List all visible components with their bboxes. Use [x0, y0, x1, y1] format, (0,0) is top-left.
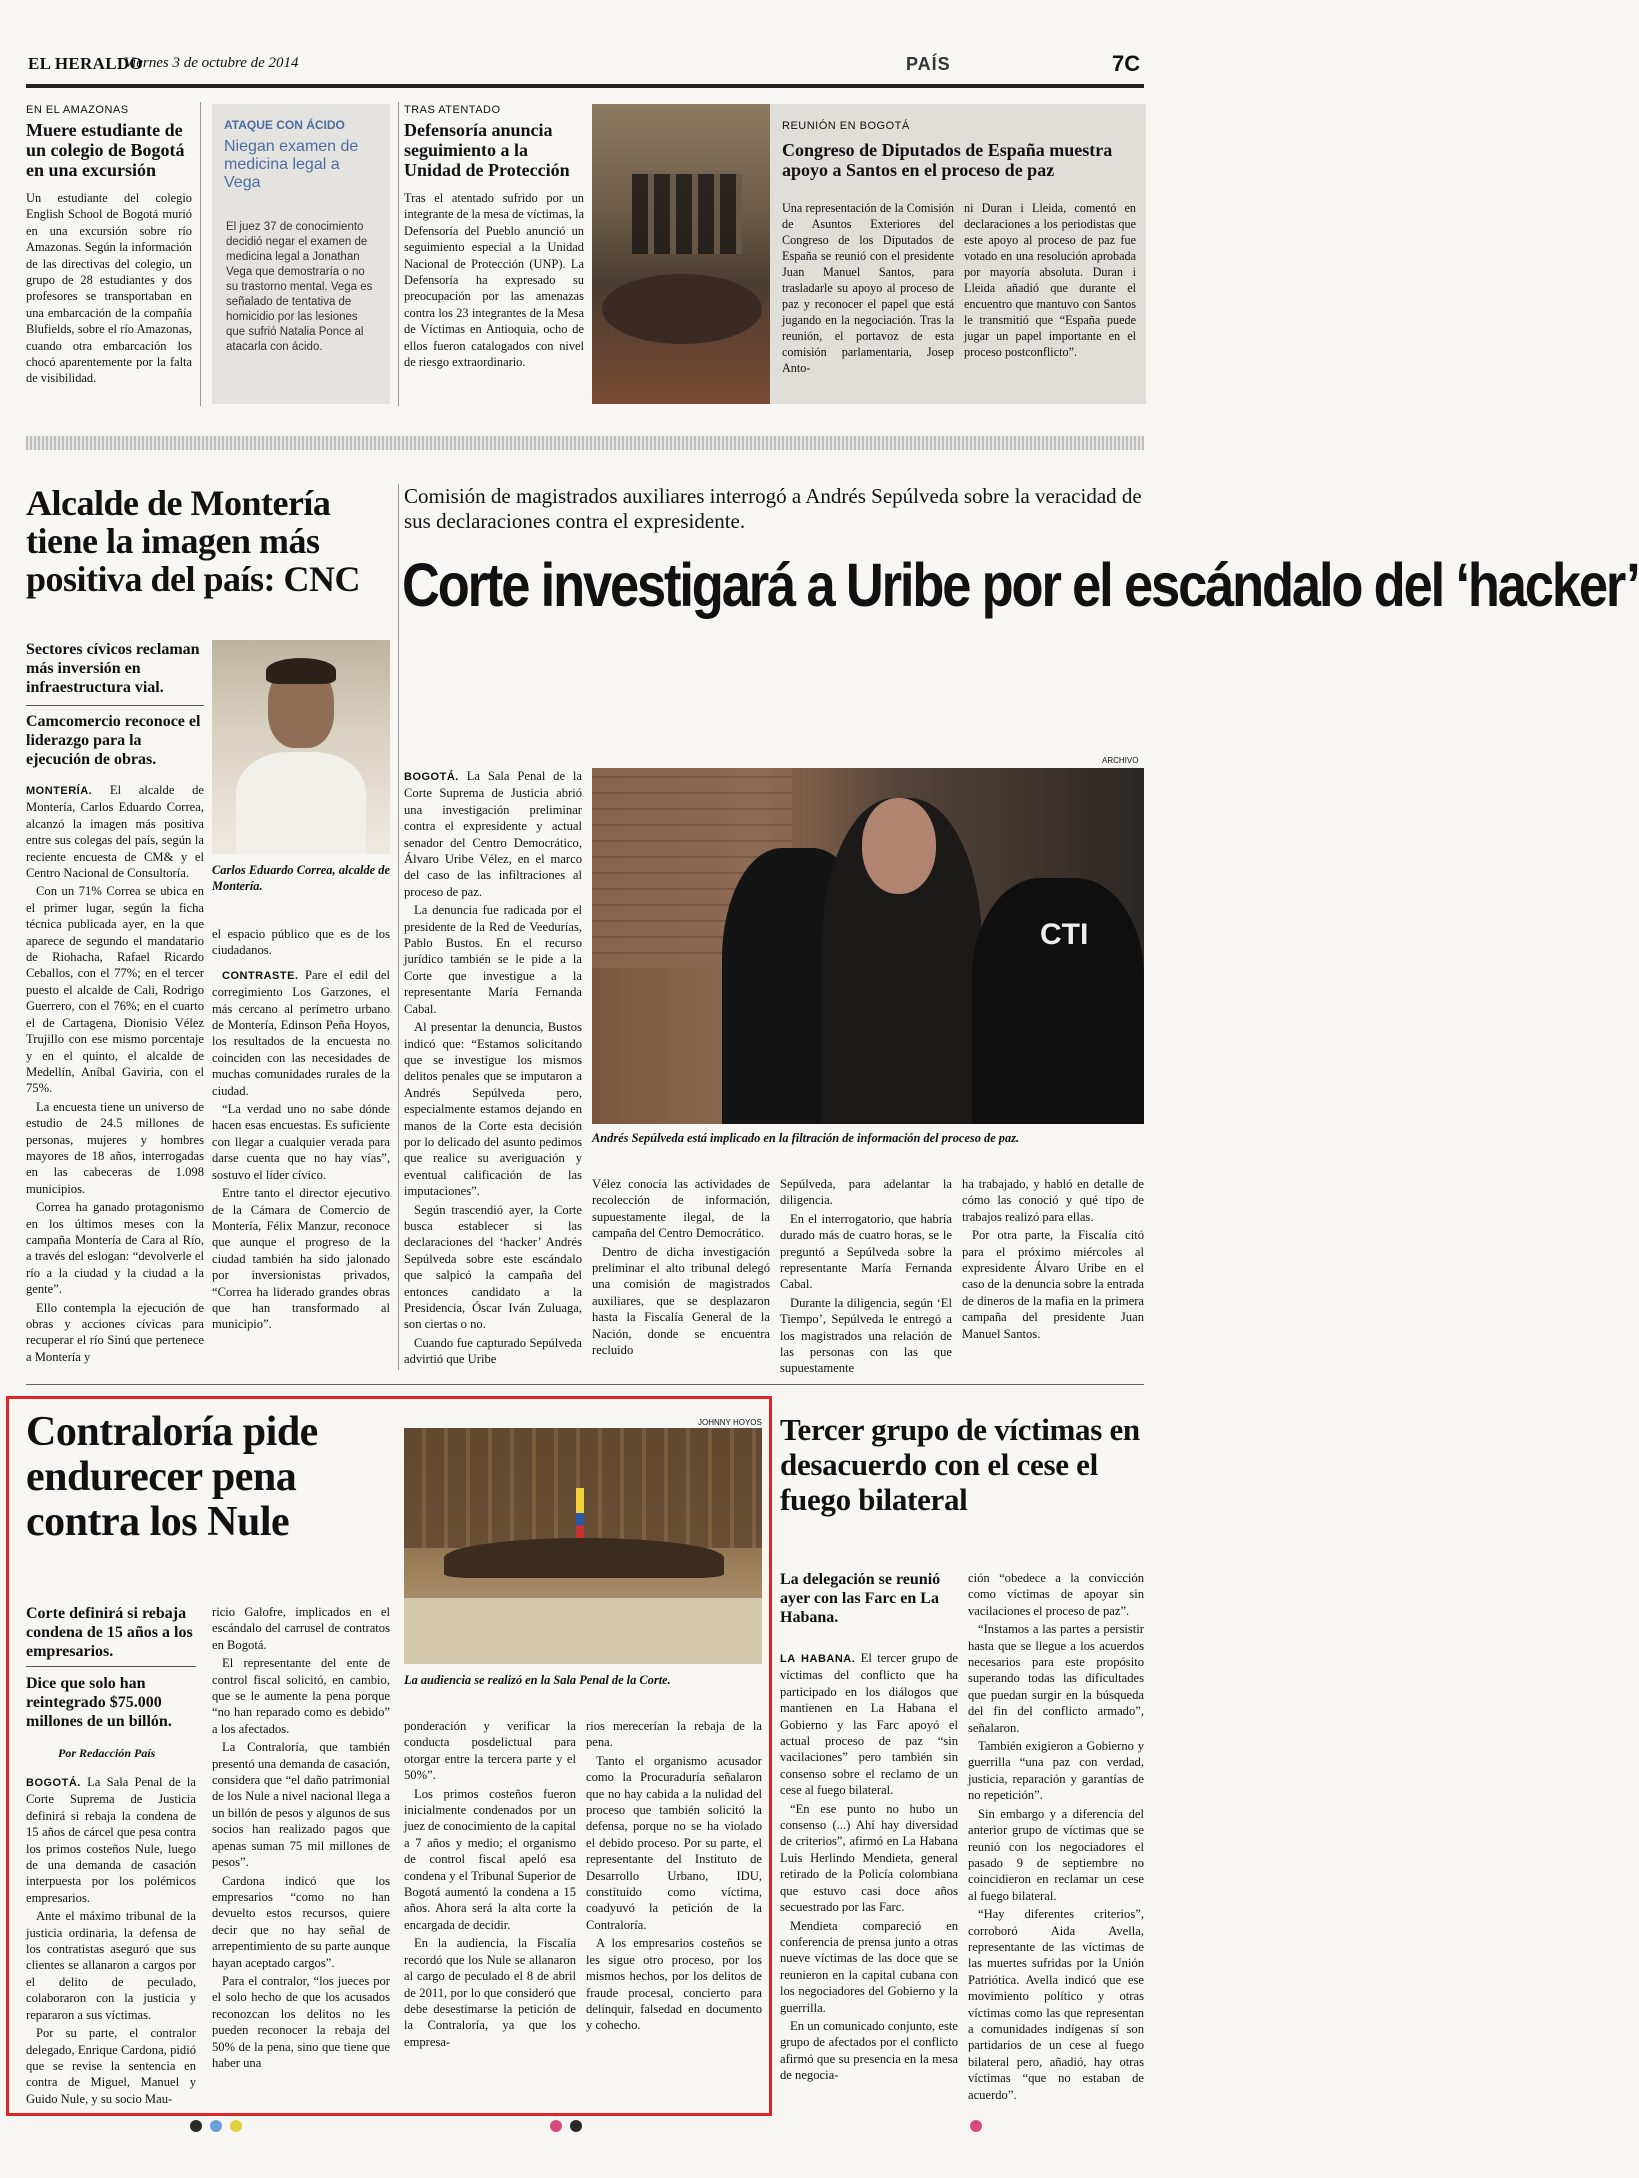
section-label: PAÍS — [906, 54, 951, 74]
paragraph: En un comunicado conjunto, este grupo de afectados por el conflicto afirmó que su presencia en la mesa de negocia- — [780, 2018, 958, 2083]
uribe-deck: Comisión de magistrados auxiliares interrogó a Andrés Sepúlveda sobre la veracidad de sus declaraciones contra el expresidente. — [404, 484, 1142, 533]
monteria-column-1 — [26, 782, 204, 1367]
brief-kicker: EN EL AMAZONAS — [26, 104, 129, 116]
photo-caption: Carlos Eduardo Correa, alcalde de Montería. — [212, 863, 390, 893]
photo-flag — [576, 1488, 584, 1538]
nule-headline: Contraloría pide endurecer pena contra los Nule — [26, 1409, 318, 1545]
paragraph: En el interrogatorio, que habría durado más de cuatro horas, se le preguntó a Sepúlveda sobre la representante María Fernanda Cabal. — [780, 1211, 952, 1292]
paragraph: Ante el máximo tribunal de la justicia ordinaria, la defensa de los contratistas aseguró que sus clientes se allanaron a cargos por el delito de peculado, colaboraron con la justicia y repararon a sus víctimas. — [26, 1909, 196, 2022]
paragraph: A los empresarios costeños se les sigue otro proceso, por los mismos hechos, por los delitos de fraude procesal, concierto para delinquir, falsedad en documento y cohecho. — [586, 1936, 762, 2033]
victimas-column-2 — [968, 1570, 1144, 2105]
paragraph: El tercer grupo de víctimas del conflicto que ha participado en los diálogos que mantienen en La Habana el Gobierno y las Farc apoyó el actual proceso de paz “sin vacilaciones” pero también sin consenso sobre el reclamo de un cese al fuego bilateral. — [780, 1651, 958, 1798]
masthead: EL HERALDO — [28, 54, 143, 73]
paragraph: Al presentar la denuncia, Bustos indicó que: “Estamos solicitando que se investigue los mismos delitos penales que se imputaron a Andrés Sepúlveda pero, especialmente estamos dejando en manos de la Corte esta decisión por lo delicado del asunto pedimos que realice su averiguación y eventual calificación de las imputaciones”. — [404, 1020, 582, 1199]
photo-floor — [404, 1598, 762, 1664]
brief-body: Un estudiante del colegio English School de Bogotá murió en una excursión sobre río Amazonas. Según la información de las directivas del colegio, un grupo de 28 estudiantes y dos profesores se transportaban en una embarcación de la compañía Blufields, sobre el río Amazonas, cuando otra embarcación los chocó aparentemente por la falta de visibilidad. — [26, 191, 192, 386]
reg-dot — [570, 2120, 582, 2132]
section-rule — [26, 1384, 1144, 1385]
brief-title: Congreso de Diputados de España muestra apoyo a Santos en el proceso de paz — [782, 140, 1113, 180]
monteria-subhead-2: Camcomercio reconoce el liderazgo para la ejecución de obras. — [26, 713, 201, 768]
photo-caption: La audiencia se realizó en la Sala Penal de la Corte. — [404, 1673, 671, 1687]
divider — [200, 102, 201, 406]
dateline: LA HABANA. — [780, 1653, 856, 1665]
brief-title: Defensoría anuncia seguimiento a la Unidad de Protección — [404, 120, 570, 180]
paragraph: Por su parte, el contralor delegado, Enrique Cardona, pidió que se revise la sentencia en contra de Miguel, Manuel y Guido Nule, y su socio Mau- — [26, 2026, 196, 2106]
nule-column-2 — [212, 1604, 390, 2073]
nule-column-4 — [586, 1718, 762, 2036]
dateline: BOGOTÁ. — [404, 771, 459, 783]
brief-body: ni Duran i Lleida, comentó en declaraciones a los periodistas que este apoyo al proceso de paz fue votado en una resolución aprobada por mayoría absoluta. Duran i Lleida añadió que durante el encuentro que mantuvo con Santos le transmitió que “España puede jugar un papel importante en el proceso postconflicto”. — [964, 201, 1136, 359]
paragraph: Mendieta compareció en conferencia de prensa junto a otras nueve víctimas de las doce que se reunieron en la capital cubana con los negociadores del Gobierno y la guerrilla. — [780, 1918, 958, 2015]
reg-dot — [230, 2120, 242, 2132]
paragraph: En la audiencia, la Fiscalía recordó que los Nule se allanaron al cargo de peculado el 8 de abril de 2011, por lo que consideró que debe desestimarse la petición de la Contraloría, ya que los empresa- — [404, 1936, 576, 2049]
brief-defensoria — [404, 104, 584, 370]
paragraph: ricio Galofre, implicados en el escándalo del carrusel de contratos en Bogotá. — [212, 1605, 390, 1652]
paragraph: La encuesta tiene un universo de estudio de 24.5 millones de personas, mujeres y hombres mayores de 18 años, interrogadas en las cabeceras de 1.098 municipios. — [26, 1099, 204, 1196]
paragraph: Ello contempla la ejecución de obras y acciones cívicas para recuperar el río Sinú que pertenece a Montería y — [26, 1300, 204, 1364]
paragraph: Con un 71% Correa se ubica en el primer lugar, según la ficha técnica publicada ayer, en la que aparece de segundo el mandatario de Riohacha, Rafael Ricardo Ceballos, con el 77%; en el tercer puesto el alcalde de Cali, Rodrigo Guerrero, con el 76%; en el cuarto el de Cartagena, Dionisio Vélez Trujillo con ese mismo porcentaje y en el quinto, el alcalde de Medellín, Aníbal Gaviria, con el 75%. — [26, 884, 204, 1096]
paragraph: Para el contralor, “los jueces por el solo hecho de que los acusados reconozcan los delitos no les pueden reconocer la rebaja del 50% de la pena, sino que tiene que haber una — [212, 1973, 390, 2070]
uribe-column-2 — [592, 1176, 770, 1360]
paragraph: “La verdad uno no sabe dónde hacen esas encuestas. Es suficiente con llegar a cualquier verada para darse cuenta que no hay vías”, sostuvo el líder cívico. — [212, 1102, 390, 1182]
divider — [26, 705, 204, 706]
brief-kicker: REUNIÓN EN BOGOTÁ — [782, 120, 910, 132]
photo-correa — [212, 640, 390, 854]
photo-shirt — [236, 752, 366, 854]
paragraph: También exigieron a Gobierno y guerrilla “una paz con verdad, justicia, reparación y garantías de no repetición”. — [968, 1739, 1144, 1803]
header-rule — [26, 84, 1144, 88]
brief-body: Tras el atentado sufrido por un integrante de la mesa de víctimas, la Defensoría del Pueblo anunció un seguimiento especial a la Unidad Nacional de Protección (UNP). La Defensoría ha expresado su preocupación por las amenazas contra los 23 integrantes de la Mesa de Víctimas en Antioquia, ocho de ellos fueron catalogados con nivel de riesgo extraordinario. — [404, 191, 584, 370]
photo-figures — [632, 174, 742, 254]
victimas-headline: Tercer grupo de víctimas en desacuerdo con el cese el fuego bilateral — [780, 1412, 1140, 1517]
photo-cap-lettering: CTI — [1040, 918, 1089, 951]
nule-subhead-2: Dice que solo han reintegrado $75.000 millones de un billón. — [26, 1675, 172, 1730]
dateline: BOGOTÁ. — [26, 1777, 81, 1789]
photo-credit: ARCHIVO — [1102, 756, 1139, 765]
paragraph: ción “obedece a la convicción como víctimas de apoyar sin vacilaciones el proceso de paz”. — [968, 1571, 1144, 1618]
paragraph: Sin embargo y a diferencia del anterior grupo de víctimas que se reunió con los negociadores el pasado 9 de septiembre no coincidieron en reclamar un cese al fuego bilateral. — [968, 1806, 1144, 1903]
paragraph: Por otra parte, la Fiscalía citó para el próximo miércoles al expresidente Álvaro Uribe en el caso de la denuncia sobre la entrada de dineros de la mafia en la primera campaña del presidente Juan Manuel Santos. — [962, 1228, 1144, 1341]
paragraph: El representante del ente de control fiscal solicitó, en cambio, que se le aumente la pena porque “no han reparado como es debido” a los afectados. — [212, 1656, 390, 1736]
paragraph: Cardona indicó que los empresarios “como no han devuelto estos recursos, quiere decir que no hay señal de arrepentimiento de su parte aunque hayan aceptado cargos”. — [212, 1873, 390, 1970]
uribe-column-3 — [780, 1176, 952, 1379]
paragraph: Pare el edil del corregimiento Los Garzones, el más cercano al perímetro urbano de Montería, Edinson Peña Hoyos, los resultados de la encuesta no coinciden con las necesidades de muchas comunidades rurales de la ciudad. — [212, 967, 390, 1098]
reg-dot — [550, 2120, 562, 2132]
paragraph: Durante la diligencia, según ‘El Tiempo’, Sepúlveda le entregó a los magistrados una relación de las personas con las que supuestamente — [780, 1295, 952, 1376]
paragraph: Dentro de dicha investigación preliminar el alto tribunal delegó una comisión de magistrados auxiliares, que se desplazaron hasta la Fiscalía General de la Nación, donde se encuentra recluido — [592, 1244, 770, 1358]
paragraph: Entre tanto el director ejecutivo de la Cámara de Comercio de Montería, Félix Manzur, reconoce que aunque el progreso de la ciudad también ha sido jalonado por inversionistas privados, “Correa ha liderado grandes obras que han transformado al municipio”. — [212, 1186, 390, 1332]
brief-acido — [212, 104, 390, 404]
paragraph: Los primos costeños fueron inicialmente condenados por un juez de conocimiento de la capital a 7 años y medio; el organismo de control fiscal apeló esa condena y el Tribunal Superior de Bogotá aumentó la condena a 15 años. Ahora será la alta corte la encargada de decidir. — [404, 1786, 576, 1932]
victimas-column-1 — [780, 1650, 958, 2086]
photo-congreso — [592, 104, 770, 404]
paragraph: La Sala Penal de la Corte Suprema de Justicia abrió una investigación preliminar contra el expresidente y actual senador del Centro Democrático, Álvaro Uribe Vélez, en el marco del caso de las infiltraciones al proceso de paz. — [404, 769, 582, 899]
brief-body: Una representación de la Comisión de Asuntos Exteriores del Congreso de los Diputados de España se reunió con el presidente Juan Manuel Santos, para trasladarle su apoyo al proceso de paz y reconocer el papel que está jugando en la negociación. Tras la reunión, el portavoz de esta comisión parlamentaria, Josep Anto- — [782, 201, 954, 375]
brief-kicker: TRAS ATENTADO — [404, 104, 501, 116]
nule-subhead-1: Corte definirá si rebaja condena de 15 años a los empresarios. — [26, 1605, 193, 1660]
paragraph: “Instamos a las partes a persistir hasta que se llegue a los acuerdos necesarios para este propósito superando todas las dificultades que puedan surgir en la búsqueda del fin del conflicto armado”, señalaron. — [968, 1622, 1144, 1735]
nule-column-3 — [404, 1718, 576, 2052]
photo-face — [862, 798, 936, 894]
paragraph: rios merecerían la rebaja de la pena. — [586, 1719, 762, 1750]
byline: Por Redacción País — [58, 1746, 156, 1760]
photo-hair — [266, 658, 336, 684]
divider — [398, 484, 399, 1370]
photo-caption: Andrés Sepúlveda está implicado en la filtración de información del proceso de paz. — [592, 1131, 1020, 1145]
paragraph: ha trabajado, y habló en detalle de cómo las conoció y qué tipo de trabajos realizó para ellas. — [962, 1177, 1144, 1224]
section-band — [26, 436, 1144, 450]
brief-kicker: ATAQUE CON ÁCIDO — [224, 118, 345, 132]
subhead-inline: CONTRASTE. — [222, 969, 299, 982]
paragraph: Sepúlveda, para adelantar la diligencia. — [780, 1177, 952, 1208]
page-number: 7C — [1112, 51, 1141, 76]
paragraph: ponderación y verificar la conducta posdelictual para otorgar entre la tercera parte y el 50%”. — [404, 1719, 576, 1783]
paragraph: La denuncia fue radicada por el presidente de la Red de Veedurías, Pablo Bustos. En el recurso jurídico también se le pide a la Corte que investigue a la representante María Fernanda Cabal. — [404, 903, 582, 1016]
photo-table — [602, 274, 762, 344]
paragraph: El alcalde de Montería, Carlos Eduardo Correa, alcanzó la imagen más positiva entre sus colegas del país, según la reciente encuesta de CM& y el Centro Nacional de Consultoría. — [26, 783, 204, 881]
paragraph: Tanto el organismo acusador como la Procuraduría señalaron que no hay cabida a la nulidad del proceso que también solicitó la defensa, porque no se ha violado el debido proceso. Por su parte, el representante del Instituto de Desarrollo Urbano, IDU, constituido como víctima, coadyuvó la petición de la Contraloría. — [586, 1753, 762, 1932]
brief-title: Niegan examen de medicina legal a Vega — [224, 138, 359, 191]
divider — [398, 102, 399, 406]
paragraph: Correa ha ganado protagonismo en los últimos meses con la campaña Montería de Cara al Río, a través del eslogan: “devolverle el río a la ciudad y la ciudad a la gente”. — [26, 1200, 204, 1297]
paragraph: La Contraloría, que también presentó una demanda de casación, considera que “el daño patrimonial de los Nule a nivel nacional llega a un billón de pesos y algunos de sus socios han realizado pagos que apenas suman 75 mil millones de pesos”. — [212, 1740, 390, 1870]
photo-sala-penal — [404, 1428, 762, 1664]
divider — [26, 1666, 196, 1667]
photo-credit: JOHNNY HOYOS — [698, 1418, 762, 1427]
paragraph: “En ese punto no hubo un consenso (...) Ahí hay diversidad de criterios”, afirmó en La Habana Luis Herlindo Mendieta, general retirado de la Policía colombiana que estuvo casi doce años secuestrado por las Farc. — [780, 1801, 958, 1915]
uribe-column-4 — [962, 1176, 1144, 1344]
monteria-headline: Alcalde de Montería tiene la imagen más positiva del país: CNC — [26, 483, 361, 599]
brief-title: Muere estudiante de un colegio de Bogotá en una excursión — [26, 120, 185, 180]
monteria-subhead-1: Sectores cívicos reclaman más inversión en infraestructura vial. — [26, 641, 200, 696]
photo-figure-3 — [972, 878, 1144, 1124]
paragraph: Según trascendió ayer, la Corte busca establecer si las declaraciones del ‘hacker’ Andrés Sepúlveda sobre este escándalo que salpicó la campaña del entonces candidato a la Presidencia, Óscar Iván Zuluaga, son ciertas o no. — [404, 1202, 582, 1332]
registration-marks — [190, 2120, 990, 2132]
paragraph: “Hay diferentes criterios”, corroboró Aida Avella, representante de las víctimas de las muertes sufridas por la Unión Patriótica. Avella indicó que ese movimiento político y otras víctimas como las que representan a comunidades indígenas sí son partidarios de un cese al fuego bilateral pero, añadió, hay otras víctimas “que no estaban de acuerdo”. — [968, 1907, 1144, 2102]
reg-dot — [970, 2120, 982, 2132]
brief-espana — [592, 104, 1146, 404]
victimas-subhead: La delegación se reunió ayer con las Farc en La Habana. — [780, 1571, 941, 1626]
brief-body: El juez 37 de conocimiento decidió negar el examen de medicina legal a Jonathan Vega que demostraría o no su trastorno mental. Vega es señalado de tentativa de homicidio por las lesiones que sufrió Natalia Ponce al atacarla con ácido. — [226, 221, 373, 353]
monteria-column-2 — [212, 926, 390, 1335]
uribe-headline: Corte investigará a Uribe por el escándalo del ‘hacker’ — [402, 551, 1639, 619]
paragraph: Cuando fue capturado Sepúlveda advirtió que Uribe — [404, 1335, 582, 1367]
uribe-column-1 — [404, 768, 582, 1370]
paragraph: el espacio público que es de los ciudadanos. — [212, 927, 390, 958]
dateline: MONTERÍA. — [26, 785, 93, 797]
paragraph: La Sala Penal de la Corte Suprema de Justicia definirá si rebaja la condena de 15 años de cárcel que pesa contra los primos costeños Nule, luego de una demanda de casación interpuesta por los polémicos empresarios. — [26, 1775, 196, 1905]
nule-column-1 — [26, 1774, 196, 2109]
brief-amazonas — [26, 104, 192, 387]
issue-date: Viernes 3 de octubre de 2014 — [124, 55, 299, 71]
photo-sepulveda — [592, 768, 1144, 1124]
reg-dot — [190, 2120, 202, 2132]
photo-bench — [444, 1538, 724, 1578]
reg-dot — [210, 2120, 222, 2132]
paragraph: Vélez conocía las actividades de recolección de información, supuestamente ilegal, de la campaña del Centro Democrático. — [592, 1177, 770, 1241]
